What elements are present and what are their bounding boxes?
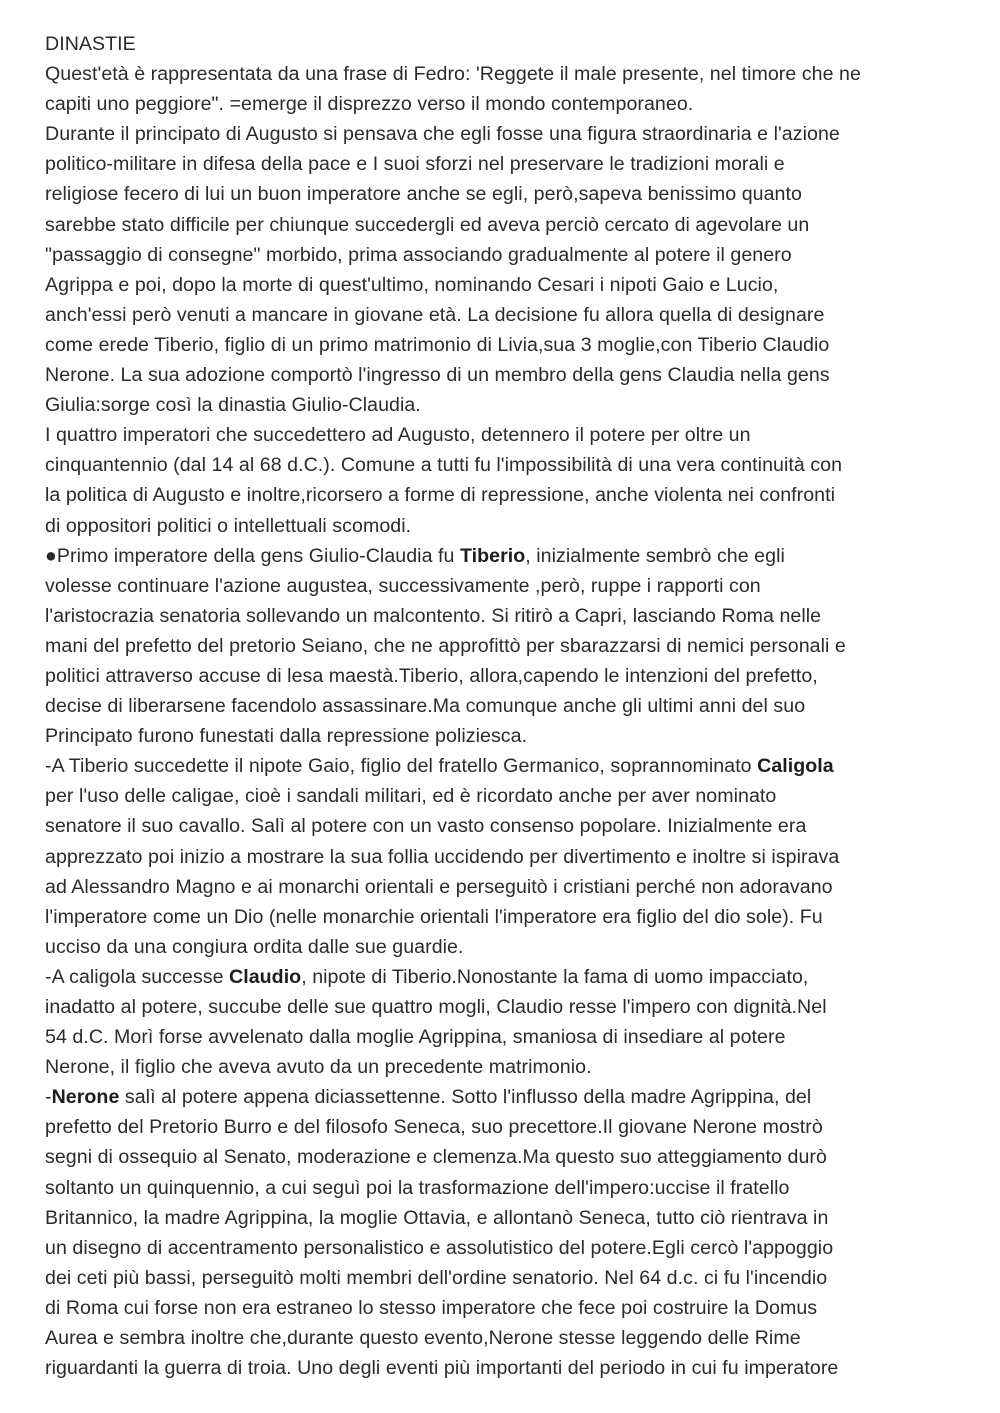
emperor-name: Tiberio	[459, 544, 526, 567]
text-line: volesse continuare l'azione augustea, successivamente ,però, ruppe i rapporti con	[45, 574, 761, 597]
text-line: capiti uno peggiore". =emerge il disprezzo verso il mondo contemporaneo.	[45, 93, 694, 116]
emperor-name: Claudio	[229, 965, 302, 988]
document-body	[45, 29, 954, 1383]
text-line: religiose fecero di lui un buon imperatore anche se egli, però,sapeva benissimo quanto	[45, 183, 802, 206]
text-line	[45, 541, 954, 571]
text-line: Britannico, la madre Agrippina, la moglie Ottavia, e allontanò Seneca, tutto ciò rientrava in	[45, 1206, 829, 1229]
text-segment: ●Primo imperatore della gens Giulio-Claudia fu	[45, 544, 460, 567]
text-line	[45, 751, 954, 781]
text-line: sarebbe stato difficile per chiunque succedergli ed aveva perciò cercato di agevolare un	[45, 213, 810, 236]
text-line: I quattro imperatori che succedettero ad Augusto, detennero il potere per oltre un	[45, 424, 751, 447]
text-line: come erede Tiberio, figlio di un primo matrimonio di Livia,sua 3 moglie,con Tiberio Claudio	[45, 333, 830, 356]
text-line: politici attraverso accuse di lesa maestà.Tiberio, allora,capendo le intenzioni del prefetto,	[45, 664, 818, 687]
text-line: inadatto al potere, succube delle sue quattro mogli, Claudio resse l'impero con dignità.Nel	[45, 996, 827, 1018]
text-line: per l'uso delle caligae, cioè i sandali militari, ed è ricordato anche per aver nominato	[45, 785, 777, 808]
text-line: Giulia:sorge così la dinastia Giulio-Claudia.	[45, 394, 421, 417]
text-line	[45, 1082, 954, 1112]
text-line: di Roma cui forse non era estraneo lo stesso imperatore che fece poi costruire la Domus	[45, 1296, 818, 1319]
text-line	[45, 962, 954, 992]
emperor-name: Caligola	[757, 755, 834, 778]
text-line: la politica di Augusto e inoltre,ricorsero a forme di repressione, anche violenta nei confronti	[45, 484, 836, 507]
text-line: 54 d.C. Morì forse avvelenato dalla moglie Agrippina, smaniosa di insediare al potere	[45, 1026, 786, 1049]
text-line: politico-militare in difesa della pace e I suoi sforzi nel preservare le tradizioni morali e	[45, 153, 785, 176]
text-line: cinquantennio (dal 14 al 68 d.C.). Comune a tutti fu l'impossibilità di una vera continuità con	[45, 454, 843, 477]
text-line: segni di ossequio al Senato, moderazione e clemenza.Ma questo suo atteggiamento durò	[45, 1146, 827, 1169]
text-line: apprezzato poi inizio a mostrare la sua follia uccidendo per divertimento e inoltre si ispirava	[45, 845, 840, 868]
text-line: prefetto del Pretorio Burro e del filosofo Seneca, suo precettore.Il giovane Nerone mostrò	[45, 1116, 823, 1139]
text-segment: , nipote di Tiberio.Nonostante la fama di uomo impacciato,	[301, 965, 809, 988]
text-line: Aurea e sembra inoltre che,durante questo evento,Nerone stesse leggendo delle Rime	[45, 1327, 801, 1350]
emperor-name: Nerone	[51, 1086, 120, 1109]
text-line: senatore il suo cavallo. Salì al potere con un vasto consenso popolare. Inizialmente era	[45, 815, 807, 838]
text-line: di oppositori politici o intellettuali scomodi.	[45, 514, 412, 537]
document-title: DINASTIE	[45, 33, 136, 55]
text-segment: -	[45, 1086, 52, 1109]
text-line: Principato furono funestati dalla repressione poliziesca.	[45, 725, 528, 748]
text-segment: -A Tiberio succedette il nipote Gaio, figlio del fratello Germanico, soprannominato	[45, 755, 758, 778]
text-line: anch'essi però venuti a mancare in giovane età. La decisione fu allora quella di designare	[45, 303, 825, 326]
text-line: Durante il principato di Augusto si pensava che egli fosse una figura straordinaria e l'azione	[45, 123, 840, 146]
text-line: riguardanti la guerra di troia. Uno degli eventi più importanti del periodo in cui fu imperatore	[45, 1357, 839, 1380]
text-line: Nerone. La sua adozione comportò l'ingresso di un membro della gens Claudia nella gens	[45, 364, 830, 387]
text-segment: -A caligola successe	[45, 965, 230, 988]
text-line: mani del prefetto del pretorio Seiano, che ne approfittò per sbarazzarsi di nemici personali e	[45, 634, 846, 657]
text-line: ucciso da una congiura ordita dalle sue guardie.	[45, 935, 464, 958]
text-segment: , inizialmente sembrò che egli	[525, 544, 785, 567]
text-line: ad Alessandro Magno e ai monarchi orientali e perseguitò i cristiani perché non adoravano	[45, 875, 833, 898]
text-line: Agrippa e poi, dopo la morte di quest'ultimo, nominando Cesari i nipoti Gaio e Lucio,	[45, 273, 779, 296]
text-line: soltanto un quinquennio, a cui seguì poi la trasformazione dell'impero:uccise il fratello	[45, 1176, 790, 1199]
text-segment: salì al potere appena diciassettenne. Sotto l'influsso della madre Agrippina, del	[119, 1086, 812, 1109]
text-line: l'imperatore come un Dio (nelle monarchie orientali l'imperatore era figlio del dio sole). Fu	[45, 905, 823, 928]
text-line: un disegno di accentramento personalistico e assolutistico del potere.Egli cercò l'appoggio	[45, 1236, 834, 1259]
text-line: l'aristocrazia senatoria sollevando un malcontento. Si ritirò a Capri, lasciando Roma nelle	[45, 604, 822, 627]
text-line: Nerone, il figlio che aveva avuto da un precedente matrimonio.	[45, 1056, 592, 1079]
text-line: dei ceti più bassi, perseguitò molti membri dell'ordine senatorio. Nel 64 d.c. ci fu l'incendio	[45, 1266, 828, 1289]
text-line: decise di liberarsene facendolo assassinare.Ma comunque anche gli ultimi anni del suo	[45, 695, 806, 718]
text-line: "passaggio di consegne" morbido, prima associando gradualmente al potere il genero	[45, 243, 792, 266]
text-line: Quest'età è rappresentata da una frase di Fedro: 'Reggete il male presente, nel timore che ne	[45, 63, 861, 86]
